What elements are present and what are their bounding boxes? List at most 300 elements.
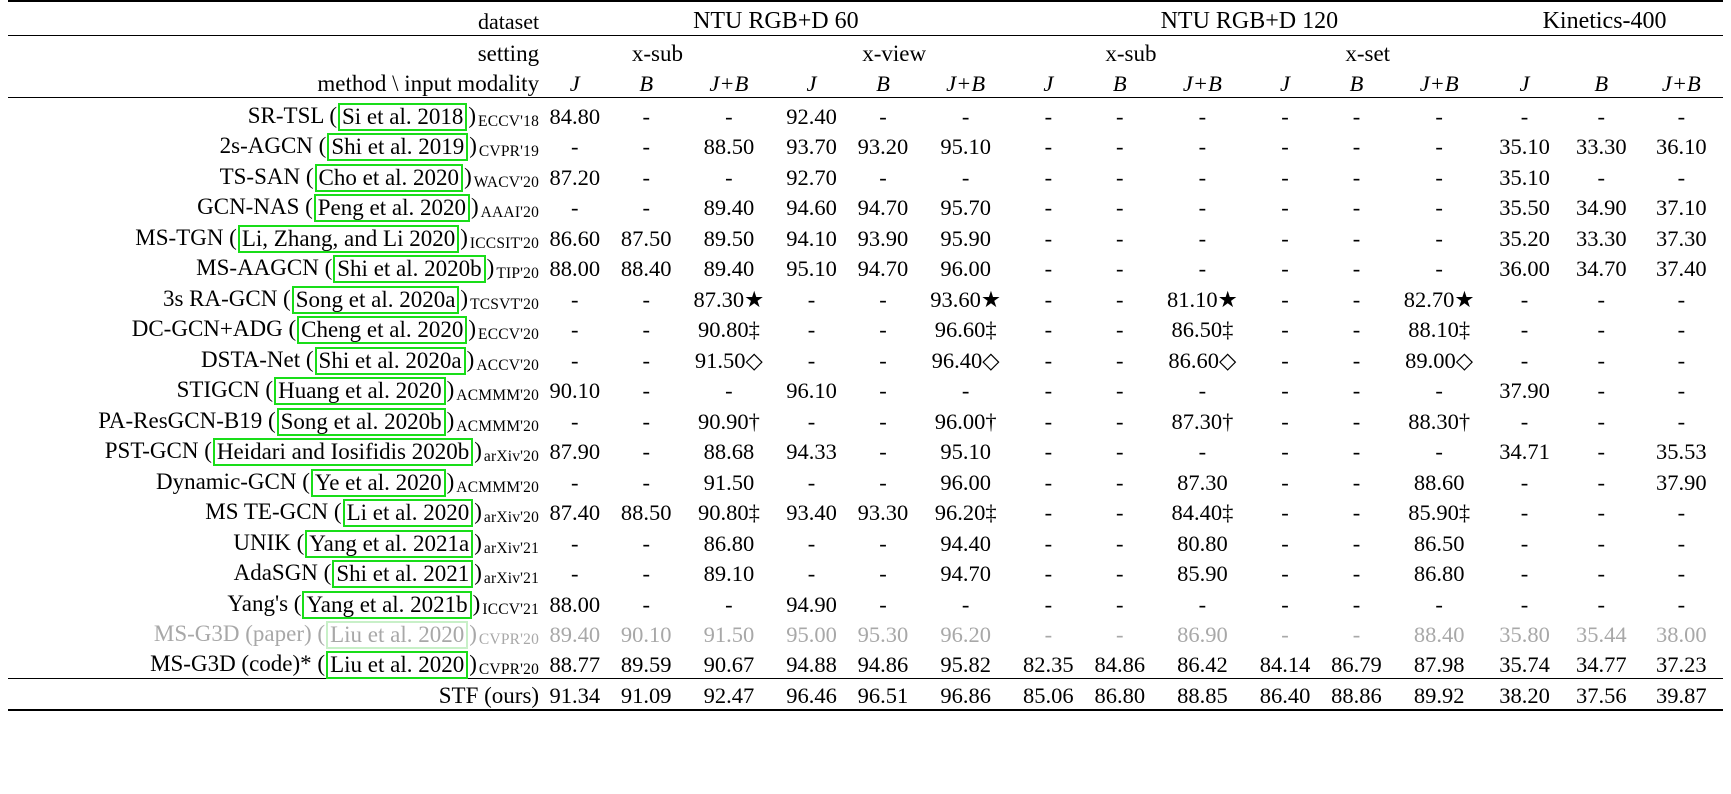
cell-r16-c15: - — [1677, 561, 1686, 587]
cell-r17-c8: - — [1116, 591, 1124, 617]
cell-r18-c13: 35.80 — [1499, 622, 1550, 648]
table-row — [8, 404, 1723, 435]
cell-r7-c6: 93.60★ — [930, 286, 1002, 312]
cell-r16-c4: - — [807, 561, 816, 587]
cell-r1-c11: - — [1321, 97, 1392, 130]
venue-label: arXiv'20 — [483, 509, 540, 526]
cell-r6-c2: 88.40 — [620, 256, 672, 282]
cell-r18-c6: 96.20 — [940, 622, 991, 648]
cell-r18-c11: - — [1352, 622, 1361, 648]
cell-r6-c8: - — [1116, 256, 1124, 282]
cell-r2-c14: 33.30 — [1575, 134, 1627, 160]
cell-r5-c11: - — [1352, 225, 1361, 251]
cell-r3-c2: - — [642, 164, 650, 190]
cell-r19-c9: 86.42 — [1177, 652, 1228, 678]
ours-cell-12: 89.92 — [1392, 679, 1486, 711]
setting-group-1: x-sub — [539, 36, 776, 68]
cell-r13-c12: 88.60 — [1413, 469, 1465, 495]
cell-r19-c13: 35.74 — [1499, 652, 1550, 678]
cell-r19-c7: 82.35 — [1023, 652, 1074, 678]
cell-r9-c3: 91.50◇ — [694, 347, 763, 373]
method-cell — [8, 648, 539, 679]
cell-r8-c3: 90.80‡ — [697, 317, 760, 343]
cell-r1-c2: - — [611, 97, 682, 130]
venue-label: ACCV'20 — [476, 356, 540, 374]
cell-r17-c9: - — [1198, 591, 1207, 617]
cell-r11-c9: 87.30† — [1171, 408, 1234, 434]
cell-r17-c5: - — [879, 591, 887, 617]
method-name: MS TE-GCN ( — [205, 499, 342, 524]
cell-r4-c6: 95.70 — [940, 195, 991, 221]
cell-r18-c7: - — [1044, 622, 1053, 648]
cell-r12-c15: 35.53 — [1656, 439, 1707, 465]
cell-r8-c4: - — [807, 317, 816, 343]
cell-r9-c5: - — [879, 347, 887, 373]
method-cell — [8, 343, 539, 374]
method-cell — [8, 435, 539, 466]
cell-r13-c2: - — [642, 469, 650, 495]
table-row — [8, 435, 1723, 466]
ours-cell-6: 96.86 — [919, 679, 1013, 711]
cell-r17-c12: - — [1435, 591, 1443, 617]
modality-header-14: B — [1594, 70, 1609, 96]
cell-r16-c10: - — [1281, 561, 1289, 587]
method-cell — [8, 618, 539, 649]
cell-r11-c12: 88.30† — [1408, 408, 1471, 434]
cell-r1-c14: - — [1563, 97, 1640, 130]
venue-label: ICCV'21 — [482, 600, 540, 618]
cell-r9-c14: - — [1597, 347, 1606, 373]
cell-r4-c2: - — [642, 195, 650, 221]
cell-r10-c15: - — [1677, 378, 1686, 404]
method-paren: ) — [468, 316, 477, 341]
cell-r6-c1: 88.00 — [549, 256, 601, 282]
cell-r19-c6: 95.82 — [940, 652, 991, 678]
cell-r10-c13: 37.90 — [1499, 378, 1550, 404]
method-name: Yang's ( — [227, 590, 302, 616]
table-row — [8, 221, 1723, 252]
cell-r7-c9: 81.10★ — [1166, 286, 1238, 312]
cell-r12-c3: 88.68 — [703, 439, 755, 465]
cell-r6-c9: - — [1198, 256, 1207, 282]
ours-method-label: STF (ours) — [8, 679, 539, 711]
cell-r7-c5: - — [879, 286, 887, 312]
ours-cell-14: 37.56 — [1563, 679, 1640, 711]
method-cell — [8, 313, 539, 344]
cell-r2-c4: 93.70 — [786, 134, 837, 160]
cell-r15-c5: - — [879, 530, 887, 556]
table-row — [8, 97, 1723, 130]
cell-r19-c11: 86.79 — [1331, 652, 1382, 678]
cell-r10-c3: - — [725, 378, 733, 404]
cell-r19-c1: 88.77 — [549, 652, 601, 678]
method-name: MS-AAGCN ( — [196, 255, 333, 280]
cell-r10-c2: - — [642, 378, 650, 404]
method-name: GCN-NAS ( — [197, 194, 313, 219]
cell-r5-c5: 93.90 — [857, 225, 909, 251]
citation-highlight: Song et al. 2020b — [277, 408, 446, 436]
citation-highlight: Ye et al. 2020 — [311, 469, 446, 497]
cell-r5-c10: - — [1281, 225, 1289, 251]
cell-r11-c14: - — [1597, 408, 1606, 434]
citation-highlight: Li et al. 2020 — [343, 499, 474, 527]
cell-r14-c5: 93.30 — [857, 500, 909, 526]
cell-r6-c12: - — [1435, 256, 1443, 282]
cell-r11-c13: - — [1520, 408, 1529, 434]
citation-highlight: Li, Zhang, and Li 2020 — [238, 225, 459, 253]
cell-r11-c15: - — [1677, 408, 1686, 434]
cell-r2-c5: 93.20 — [857, 134, 909, 160]
cell-r3-c5: - — [879, 164, 887, 190]
cell-r19-c3: 90.67 — [703, 652, 755, 678]
cell-r13-c10: - — [1281, 469, 1289, 495]
cell-r12-c12: - — [1435, 439, 1443, 465]
table-row — [8, 343, 1723, 374]
method-paren: ) — [446, 377, 455, 402]
cell-r14-c14: - — [1597, 500, 1606, 526]
table-row — [8, 374, 1723, 405]
cell-r6-c13: 36.00 — [1499, 256, 1550, 282]
cell-r13-c7: - — [1044, 469, 1053, 495]
cell-r4-c10: - — [1281, 195, 1289, 221]
cell-r13-c8: - — [1116, 469, 1124, 495]
cell-r12-c10: - — [1281, 439, 1289, 465]
cell-r17-c13: - — [1520, 591, 1529, 617]
cell-r15-c15: - — [1677, 530, 1686, 556]
cell-r1-c10: - — [1249, 97, 1320, 130]
cell-r18-c9: 86.90 — [1177, 622, 1228, 648]
cell-r15-c11: - — [1352, 530, 1361, 556]
ours-cell-2: 91.09 — [611, 679, 682, 711]
cell-r13-c5: - — [879, 469, 887, 495]
cell-r12-c8: - — [1116, 439, 1124, 465]
cell-r16-c13: - — [1520, 561, 1529, 587]
method-paren: ) — [446, 407, 455, 433]
dataset-group-3: Kinetics-400 — [1486, 1, 1723, 36]
cell-r10-c7: - — [1044, 378, 1053, 404]
method-cell — [8, 282, 539, 313]
cell-r6-c5: 94.70 — [857, 256, 909, 282]
cell-r9-c12: 89.00◇ — [1405, 347, 1474, 373]
cell-r6-c10: - — [1281, 256, 1289, 282]
cell-r19-c8: 84.86 — [1094, 652, 1146, 678]
cell-r12-c4: 94.33 — [786, 439, 837, 465]
cell-r8-c8: - — [1116, 317, 1124, 343]
cell-r15-c9: 80.80 — [1177, 530, 1228, 556]
corner-label-setting: setting — [8, 36, 539, 68]
ours-cell-5: 96.51 — [847, 679, 918, 711]
cell-r10-c5: - — [879, 378, 887, 404]
cell-r1-c8: - — [1084, 97, 1155, 130]
cell-r5-c15: 37.30 — [1656, 225, 1707, 251]
venue-label: CVPR'20 — [478, 661, 540, 678]
cell-r11-c10: - — [1281, 408, 1289, 434]
cell-r10-c11: - — [1352, 378, 1361, 404]
citation-highlight: Heidari and Iosifidis 2020b — [213, 438, 473, 466]
citation-highlight: Yang et al. 2021a — [305, 530, 473, 558]
cell-r14-c9: 84.40‡ — [1171, 500, 1234, 526]
method-cell — [8, 557, 539, 588]
method-name: SR-TSL ( — [247, 102, 337, 128]
ours-cell-9: 88.85 — [1155, 679, 1249, 711]
cell-r1-c5: - — [847, 97, 918, 130]
citation-highlight: Liu et al. 2020 — [326, 651, 468, 679]
cell-r11-c8: - — [1116, 408, 1124, 434]
method-paren: ) — [469, 133, 477, 158]
cell-r17-c4: 94.90 — [786, 591, 837, 617]
venue-label: ICCSIT'20 — [469, 234, 540, 252]
method-name: STIGCN ( — [176, 377, 274, 402]
cell-r1-c12: - — [1392, 97, 1486, 130]
method-cell — [8, 404, 539, 435]
method-cell — [8, 160, 539, 191]
cell-r14-c2: 88.50 — [620, 500, 672, 526]
modality-header-3: J+B — [709, 70, 749, 96]
cell-r5-c12: - — [1435, 225, 1443, 251]
cell-r14-c1: 87.40 — [549, 500, 601, 526]
cell-r17-c6: - — [961, 591, 970, 617]
modality-header-4: J — [806, 70, 817, 96]
ours-cell-8: 86.80 — [1084, 679, 1155, 711]
cell-r3-c1: 87.20 — [549, 164, 601, 190]
modality-header-1: J — [569, 70, 580, 96]
cell-r7-c12: 82.70★ — [1403, 286, 1475, 312]
citation-highlight: Liu et al. 2020 — [326, 621, 468, 649]
cell-r7-c2: - — [642, 286, 650, 312]
cell-r15-c4: - — [807, 530, 816, 556]
cell-r9-c7: - — [1044, 347, 1053, 373]
cell-r7-c4: - — [807, 286, 816, 312]
method-name: MS-G3D (code)* ( — [150, 651, 326, 676]
venue-label: arXiv'21 — [483, 539, 540, 557]
cell-r18-c14: 35.44 — [1575, 622, 1627, 648]
cell-r3-c6: - — [961, 164, 970, 190]
method-name: Dynamic-GCN ( — [155, 468, 310, 494]
cell-r18-c4: 95.00 — [786, 622, 837, 648]
cell-r10-c10: - — [1281, 378, 1289, 404]
cell-r3-c8: - — [1116, 164, 1124, 190]
cell-r11-c6: 96.00† — [934, 408, 997, 434]
cell-r3-c4: 92.70 — [786, 164, 837, 190]
citation-highlight: Shi et al. 2020b — [333, 255, 485, 283]
cell-r6-c7: - — [1044, 256, 1053, 282]
cell-r19-c4: 94.88 — [786, 652, 837, 678]
ours-row — [8, 679, 1723, 711]
method-paren: ) — [474, 529, 482, 555]
cell-r16-c5: - — [879, 561, 887, 587]
cell-r2-c12: - — [1435, 134, 1443, 160]
cell-r7-c3: 87.30★ — [693, 286, 765, 312]
cell-r2-c8: - — [1116, 134, 1124, 160]
cell-r5-c7: - — [1044, 225, 1053, 251]
cell-r18-c5: 95.30 — [857, 622, 909, 648]
cell-r17-c15: - — [1677, 591, 1686, 617]
method-name: AdaSGN ( — [233, 560, 332, 585]
cell-r10-c1: 90.10 — [549, 378, 601, 404]
cell-r1-c9: - — [1155, 97, 1249, 130]
modality-header-8: B — [1112, 70, 1127, 96]
cell-r5-c13: 35.20 — [1499, 225, 1550, 251]
cell-r15-c12: 86.50 — [1413, 530, 1465, 556]
table-row — [8, 282, 1723, 313]
method-cell — [8, 191, 539, 222]
cell-r10-c8: - — [1116, 378, 1124, 404]
method-name: MS-G3D (paper) ( — [153, 621, 326, 646]
cell-r17-c7: - — [1044, 591, 1053, 617]
cell-r13-c13: - — [1520, 469, 1529, 495]
method-name: 2s-AGCN ( — [219, 133, 327, 158]
citation-highlight: Cho et al. 2020 — [315, 164, 464, 192]
venue-label: ACMMM'20 — [456, 478, 540, 496]
cell-r9-c11: - — [1352, 347, 1361, 373]
method-paren: ) — [460, 285, 469, 311]
cell-r13-c15: 37.90 — [1656, 469, 1707, 495]
cell-r8-c6: 96.60‡ — [934, 317, 997, 343]
cell-r13-c9: 87.30 — [1177, 469, 1228, 495]
venue-label: TIP'20 — [496, 265, 540, 282]
modality-header-9: J+B — [1182, 70, 1222, 96]
cell-r11-c11: - — [1352, 408, 1361, 434]
cell-r15-c6: 94.40 — [940, 530, 991, 556]
method-paren: ) — [468, 102, 477, 128]
method-paren: ) — [464, 163, 472, 189]
cell-r2-c13: 35.10 — [1499, 134, 1550, 160]
cell-r19-c14: 34.77 — [1575, 652, 1627, 678]
table-row — [8, 252, 1723, 283]
cell-r16-c8: - — [1116, 561, 1124, 587]
cell-r15-c7: - — [1044, 530, 1053, 556]
cell-r6-c14: 34.70 — [1575, 256, 1627, 282]
cell-r8-c11: - — [1352, 317, 1361, 343]
cell-r12-c2: - — [642, 439, 650, 465]
cell-r1-c7: - — [1013, 97, 1084, 130]
cell-r2-c7: - — [1044, 134, 1053, 160]
cell-r4-c14: 34.90 — [1575, 195, 1627, 221]
cell-r8-c7: - — [1044, 317, 1053, 343]
method-cell — [8, 496, 539, 527]
cell-r9-c1: - — [571, 347, 579, 373]
venue-label: ECCV'18 — [478, 112, 540, 130]
cell-r16-c11: - — [1352, 561, 1361, 587]
cell-r9-c10: - — [1281, 347, 1289, 373]
cell-r3-c3: - — [725, 164, 733, 190]
cell-r3-c10: - — [1281, 164, 1289, 190]
cell-r18-c2: 90.10 — [620, 622, 672, 648]
citation-highlight: Shi et al. 2021 — [332, 560, 473, 588]
modality-header-13: J — [1519, 70, 1530, 96]
cell-r7-c10: - — [1281, 286, 1289, 312]
cell-r13-c14: - — [1597, 469, 1606, 495]
cell-r12-c11: - — [1352, 439, 1361, 465]
cell-r4-c9: - — [1198, 195, 1207, 221]
modality-header-11: B — [1349, 70, 1364, 96]
header-modality-row — [8, 67, 1723, 97]
cell-r9-c8: - — [1116, 347, 1124, 373]
table-row — [8, 648, 1723, 679]
cell-r11-c3: 90.90† — [697, 408, 760, 434]
cell-r10-c4: 96.10 — [786, 378, 837, 404]
cell-r8-c5: - — [879, 317, 887, 343]
cell-r16-c9: 85.90 — [1177, 561, 1228, 587]
citation-highlight: Peng et al. 2020 — [314, 194, 470, 222]
cell-r19-c2: 89.59 — [620, 652, 672, 678]
cell-r18-c15: 38.00 — [1656, 622, 1707, 648]
cell-r18-c10: - — [1281, 622, 1289, 648]
method-paren: ) — [472, 590, 481, 616]
ours-cell-4: 96.46 — [776, 679, 847, 711]
cell-r2-c9: - — [1198, 134, 1207, 160]
cell-r8-c14: - — [1597, 317, 1606, 343]
venue-label: arXiv'21 — [483, 570, 540, 587]
cell-r8-c9: 86.50‡ — [1171, 317, 1234, 343]
cell-r4-c12: - — [1435, 195, 1443, 221]
header-dataset-row — [8, 1, 1723, 36]
cell-r13-c4: - — [807, 469, 816, 495]
cell-r13-c6: 96.00 — [940, 469, 991, 495]
cell-r7-c8: - — [1116, 286, 1124, 312]
cell-r4-c13: 35.50 — [1499, 195, 1550, 221]
cell-r10-c14: - — [1597, 378, 1606, 404]
ours-cell-15: 39.87 — [1640, 679, 1723, 711]
cell-r19-c15: 37.23 — [1656, 652, 1707, 678]
cell-r16-c12: 86.80 — [1413, 561, 1465, 587]
cell-r14-c15: - — [1677, 500, 1686, 526]
cell-r14-c13: - — [1520, 500, 1529, 526]
method-cell — [8, 130, 539, 161]
venue-label: WACV'20 — [473, 173, 540, 191]
venue-label: arXiv'20 — [483, 448, 540, 465]
cell-r9-c6: 96.40◇ — [931, 347, 1000, 373]
venue-label: TCSVT'20 — [470, 295, 540, 313]
cell-r5-c4: 94.10 — [786, 225, 837, 251]
cell-r17-c10: - — [1281, 591, 1289, 617]
cell-r8-c15: - — [1677, 317, 1686, 343]
cell-r1-c4: 92.40 — [776, 97, 847, 130]
cell-r1-c3: - — [682, 97, 776, 130]
cell-r15-c8: - — [1116, 530, 1124, 556]
cell-r7-c15: - — [1677, 286, 1686, 312]
cell-r8-c1: - — [571, 317, 579, 343]
modality-header-10: J — [1280, 70, 1291, 96]
cell-r15-c13: - — [1520, 530, 1529, 556]
cell-r9-c15: - — [1677, 347, 1686, 373]
cell-r16-c2: - — [642, 561, 650, 587]
cell-r13-c1: - — [571, 469, 579, 495]
cell-r19-c10: 84.14 — [1259, 652, 1311, 678]
method-paren: ) — [474, 560, 482, 585]
ours-cell-13: 38.20 — [1486, 679, 1563, 711]
cell-r18-c8: - — [1116, 622, 1124, 648]
cell-r17-c2: - — [642, 591, 650, 617]
method-name: MS-TGN ( — [135, 224, 237, 250]
setting-group-5 — [1486, 36, 1723, 68]
table-row — [8, 557, 1723, 588]
cell-r2-c6: 95.10 — [940, 134, 991, 160]
cell-r1-c6: - — [919, 97, 1013, 130]
cell-r4-c7: - — [1044, 195, 1053, 221]
citation-highlight: Shi et al. 2019 — [327, 133, 468, 161]
ours-cell-7: 85.06 — [1013, 679, 1084, 711]
cell-r17-c1: 88.00 — [549, 591, 601, 617]
method-name: TS-SAN ( — [219, 163, 314, 189]
cell-r12-c5: - — [879, 439, 887, 465]
method-paren: ) — [486, 255, 495, 280]
cell-r19-c12: 87.98 — [1413, 652, 1465, 678]
method-paren: ) — [460, 224, 468, 250]
cell-r9-c9: 86.60◇ — [1168, 347, 1237, 373]
cell-r14-c12: 85.90‡ — [1408, 500, 1471, 526]
cell-r12-c9: - — [1198, 439, 1207, 465]
